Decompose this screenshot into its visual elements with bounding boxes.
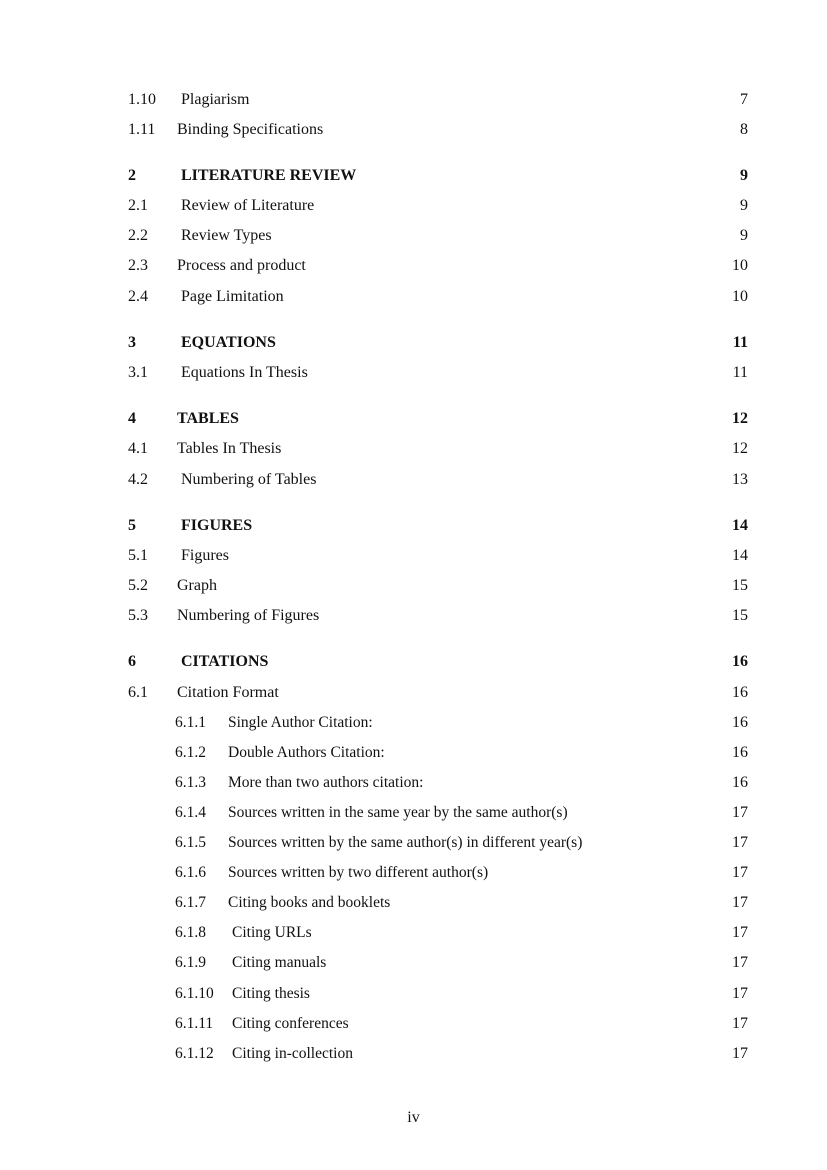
toc-entry <box>0 225 827 247</box>
toc-number: 4 <box>128 410 136 427</box>
toc-title: Citation Format <box>177 684 279 701</box>
toc-page: 17 <box>732 894 748 911</box>
toc-chapter <box>0 408 827 430</box>
toc-chapter <box>0 165 827 187</box>
toc-title: Citing thesis <box>232 985 310 1002</box>
toc-number: 4.1 <box>128 440 148 457</box>
toc-number: 6.1.1 <box>175 714 206 731</box>
toc-title: Numbering of Figures <box>177 607 320 624</box>
toc-title: More than two authors citation: <box>228 774 424 791</box>
toc-page: 9 <box>740 167 748 184</box>
toc-number: 5.1 <box>128 547 148 564</box>
toc-number: 6.1.10 <box>175 985 214 1002</box>
toc-page: 11 <box>732 334 748 351</box>
toc-page: 7 <box>740 91 748 108</box>
toc-page: 8 <box>740 121 748 138</box>
toc-page: 16 <box>732 774 748 791</box>
toc-number: 2.3 <box>128 257 148 274</box>
toc-title: Single Author Citation: <box>228 714 373 731</box>
toc-number: 6 <box>128 653 136 670</box>
toc-page: 9 <box>740 227 748 244</box>
toc-number: 6.1.4 <box>175 804 206 821</box>
toc-entry <box>0 362 827 384</box>
toc-chapter <box>0 515 827 537</box>
toc-entry <box>0 438 827 460</box>
toc-number: 1.11 <box>128 121 156 138</box>
toc-subentry <box>0 892 827 914</box>
toc-page: 14 <box>732 547 748 564</box>
toc-page: 17 <box>732 1045 748 1062</box>
toc-page: 10 <box>732 288 748 305</box>
toc-title: Numbering of Tables <box>181 471 317 488</box>
toc-title: Figures <box>181 547 229 564</box>
toc-subentry <box>0 742 827 764</box>
toc-subentry <box>0 862 827 884</box>
toc-chapter <box>0 651 827 673</box>
toc-subentry <box>0 952 827 974</box>
toc-title: Sources written in the same year by the same author(s) <box>228 804 568 821</box>
toc-page: 16 <box>732 684 748 701</box>
toc-entry <box>0 575 827 597</box>
page-number: iv <box>407 1109 420 1126</box>
toc-number: 2 <box>128 167 136 184</box>
toc-title: Plagiarism <box>181 91 250 108</box>
toc-title: Citing URLs <box>232 924 312 941</box>
toc-number: 4.2 <box>128 471 148 488</box>
toc-page: 10 <box>732 257 748 274</box>
toc-entry <box>0 119 827 141</box>
toc-page: 17 <box>732 924 748 941</box>
toc-title: Page Limitation <box>181 288 284 305</box>
toc-title: Review Types <box>181 227 272 244</box>
toc-subentry <box>0 983 827 1005</box>
toc-number: 2.4 <box>128 288 148 305</box>
toc-page: 16 <box>732 744 748 761</box>
toc-page: 17 <box>732 954 748 971</box>
toc-title: LITERATURE REVIEW <box>181 167 357 184</box>
toc-subentry <box>0 802 827 824</box>
toc-title: Double Authors Citation: <box>228 744 385 761</box>
toc-title: Citing manuals <box>232 954 327 971</box>
toc-title: Binding Specifications <box>177 121 324 138</box>
toc-number: 1.10 <box>128 91 156 108</box>
toc-title: Process and product <box>177 257 306 274</box>
toc-number: 6.1 <box>128 684 148 701</box>
toc-title: CITATIONS <box>181 653 269 670</box>
toc-subentry <box>0 1013 827 1035</box>
toc-entry <box>0 469 827 491</box>
toc-number: 6.1.2 <box>175 744 206 761</box>
toc-entry <box>0 89 827 111</box>
toc-subentry <box>0 712 827 734</box>
toc-number: 6.1.11 <box>175 1015 214 1032</box>
toc-page: 16 <box>732 653 748 670</box>
toc-subentry <box>0 922 827 944</box>
toc-page: 11 <box>732 364 748 381</box>
toc-number: 6.1.9 <box>175 954 206 971</box>
toc-page: 15 <box>732 607 748 624</box>
toc-page: 14 <box>732 517 748 534</box>
toc-subentry <box>0 832 827 854</box>
toc-page: 16 <box>732 714 748 731</box>
toc-page: 12 <box>732 440 748 457</box>
toc-number: 6.1.7 <box>175 894 206 911</box>
toc-number: 5 <box>128 517 136 534</box>
toc-title: Equations In Thesis <box>181 364 308 381</box>
toc-title: Tables In Thesis <box>177 440 282 457</box>
toc-page: 15 <box>732 577 748 594</box>
toc-entry <box>0 255 827 277</box>
toc-number: 6.1.5 <box>175 834 206 851</box>
toc-title: Review of Literature <box>181 197 315 214</box>
toc-number: 3.1 <box>128 364 148 381</box>
toc-title: Citing books and booklets <box>228 894 391 911</box>
toc-title: TABLES <box>177 410 239 427</box>
toc-page: 17 <box>732 985 748 1002</box>
toc-title: Citing in-collection <box>232 1045 353 1062</box>
toc-number: 3 <box>128 334 136 351</box>
toc-subentry <box>0 1043 827 1065</box>
toc-number: 6.1.12 <box>175 1045 214 1062</box>
toc-page: 13 <box>732 471 748 488</box>
toc-title: Sources written by the same author(s) in different year(s) <box>228 834 583 851</box>
toc-title: FIGURES <box>181 517 253 534</box>
toc-entry <box>0 545 827 567</box>
toc-number: 6.1.8 <box>175 924 206 941</box>
toc-page: 17 <box>732 804 748 821</box>
toc-entry <box>0 682 827 704</box>
toc-title: Citing conferences <box>232 1015 349 1032</box>
toc-page: 17 <box>732 1015 748 1032</box>
toc-page: 17 <box>732 834 748 851</box>
toc-number: 5.2 <box>128 577 148 594</box>
toc-chapter <box>0 332 827 354</box>
toc-entry <box>0 286 827 308</box>
toc-subentry <box>0 772 827 794</box>
toc-title: Sources written by two different author(s) <box>228 864 489 881</box>
toc-number: 2.1 <box>128 197 148 214</box>
toc-number: 6.1.3 <box>175 774 206 791</box>
toc-number: 2.2 <box>128 227 148 244</box>
toc-entry <box>0 605 827 627</box>
toc-page: 12 <box>732 410 748 427</box>
toc-title: Graph <box>177 577 217 594</box>
toc-number: 5.3 <box>128 607 148 624</box>
toc-entry <box>0 195 827 217</box>
toc-page: 9 <box>740 197 748 214</box>
toc-number: 6.1.6 <box>175 864 206 881</box>
toc-title: EQUATIONS <box>181 334 276 351</box>
toc-page: 17 <box>732 864 748 881</box>
